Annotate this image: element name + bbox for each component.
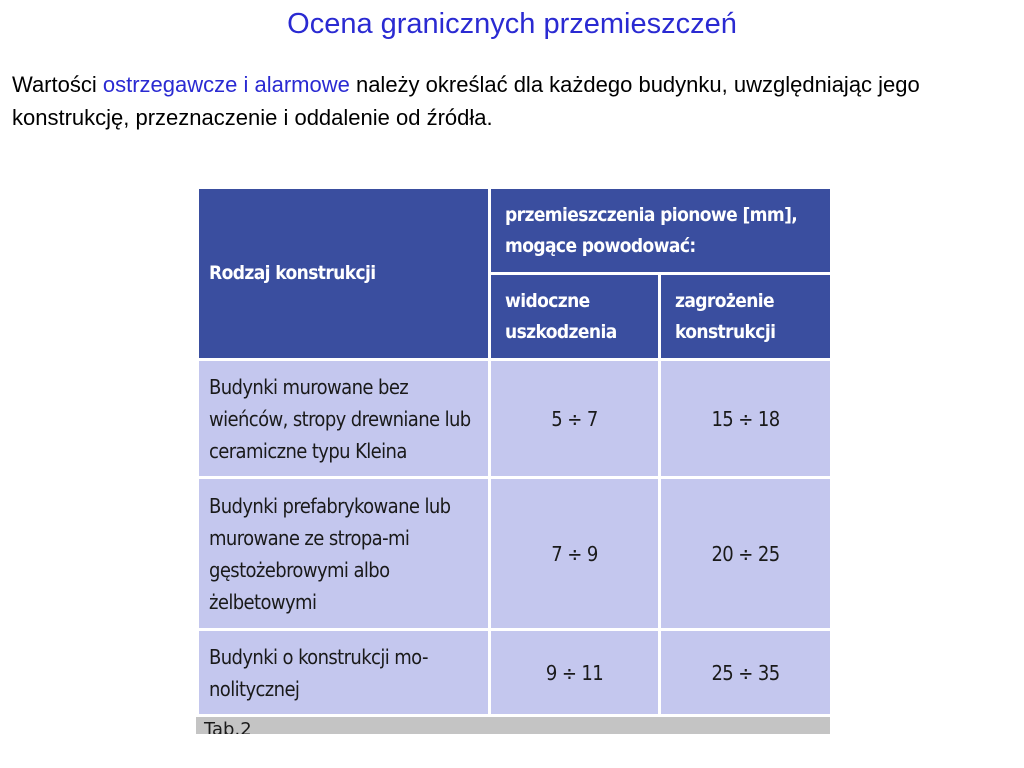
table-caption: Tab.2 [204, 719, 252, 734]
row-structural-threat: 25 ÷ 35 [660, 630, 831, 716]
row-structural-threat: 20 ÷ 25 [660, 478, 831, 630]
displacement-table [196, 186, 830, 717]
row-construction-type: Budynki prefabrykowane lub murowane ze stropa-mi gęstożebrowymi albo żelbetowymi [198, 478, 490, 630]
intro-paragraph [12, 68, 1012, 134]
row-visible-damage: 7 ÷ 9 [490, 478, 660, 630]
slide-title: Ocena granicznych przemieszczeń [287, 8, 737, 40]
row-visible-damage: 5 ÷ 7 [490, 360, 660, 478]
row-construction-type: Budynki o konstrukcji mo-nolitycznej [198, 630, 490, 716]
table-row [198, 360, 831, 478]
header-structural-threat: zagrożenie konstrukcji [660, 274, 831, 360]
table-row [198, 630, 831, 716]
intro-text-end: należy określać dla każdego budynku, uwzględniając jego konstrukcję, przeznaczenie i oddalenie od źródła. [12, 72, 920, 130]
displacement-table-figure [196, 186, 830, 734]
row-construction-type: Budynki murowane bez wieńców, stropy drewniane lub ceramiczne typu Kleina [198, 360, 490, 478]
table-row [198, 478, 831, 630]
header-construction-type: Rodzaj konstrukcji [198, 188, 490, 360]
intro-text-start: Wartości [12, 72, 103, 97]
row-visible-damage: 9 ÷ 11 [490, 630, 660, 716]
row-structural-threat: 15 ÷ 18 [660, 360, 831, 478]
header-visible-damage: widoczne uszkodzenia [490, 274, 660, 360]
header-vertical-displacement: przemieszczenia pionowe [mm], mogące powodować: [490, 188, 831, 274]
intro-highlight: ostrzegawcze i alarmowe [102, 72, 350, 97]
